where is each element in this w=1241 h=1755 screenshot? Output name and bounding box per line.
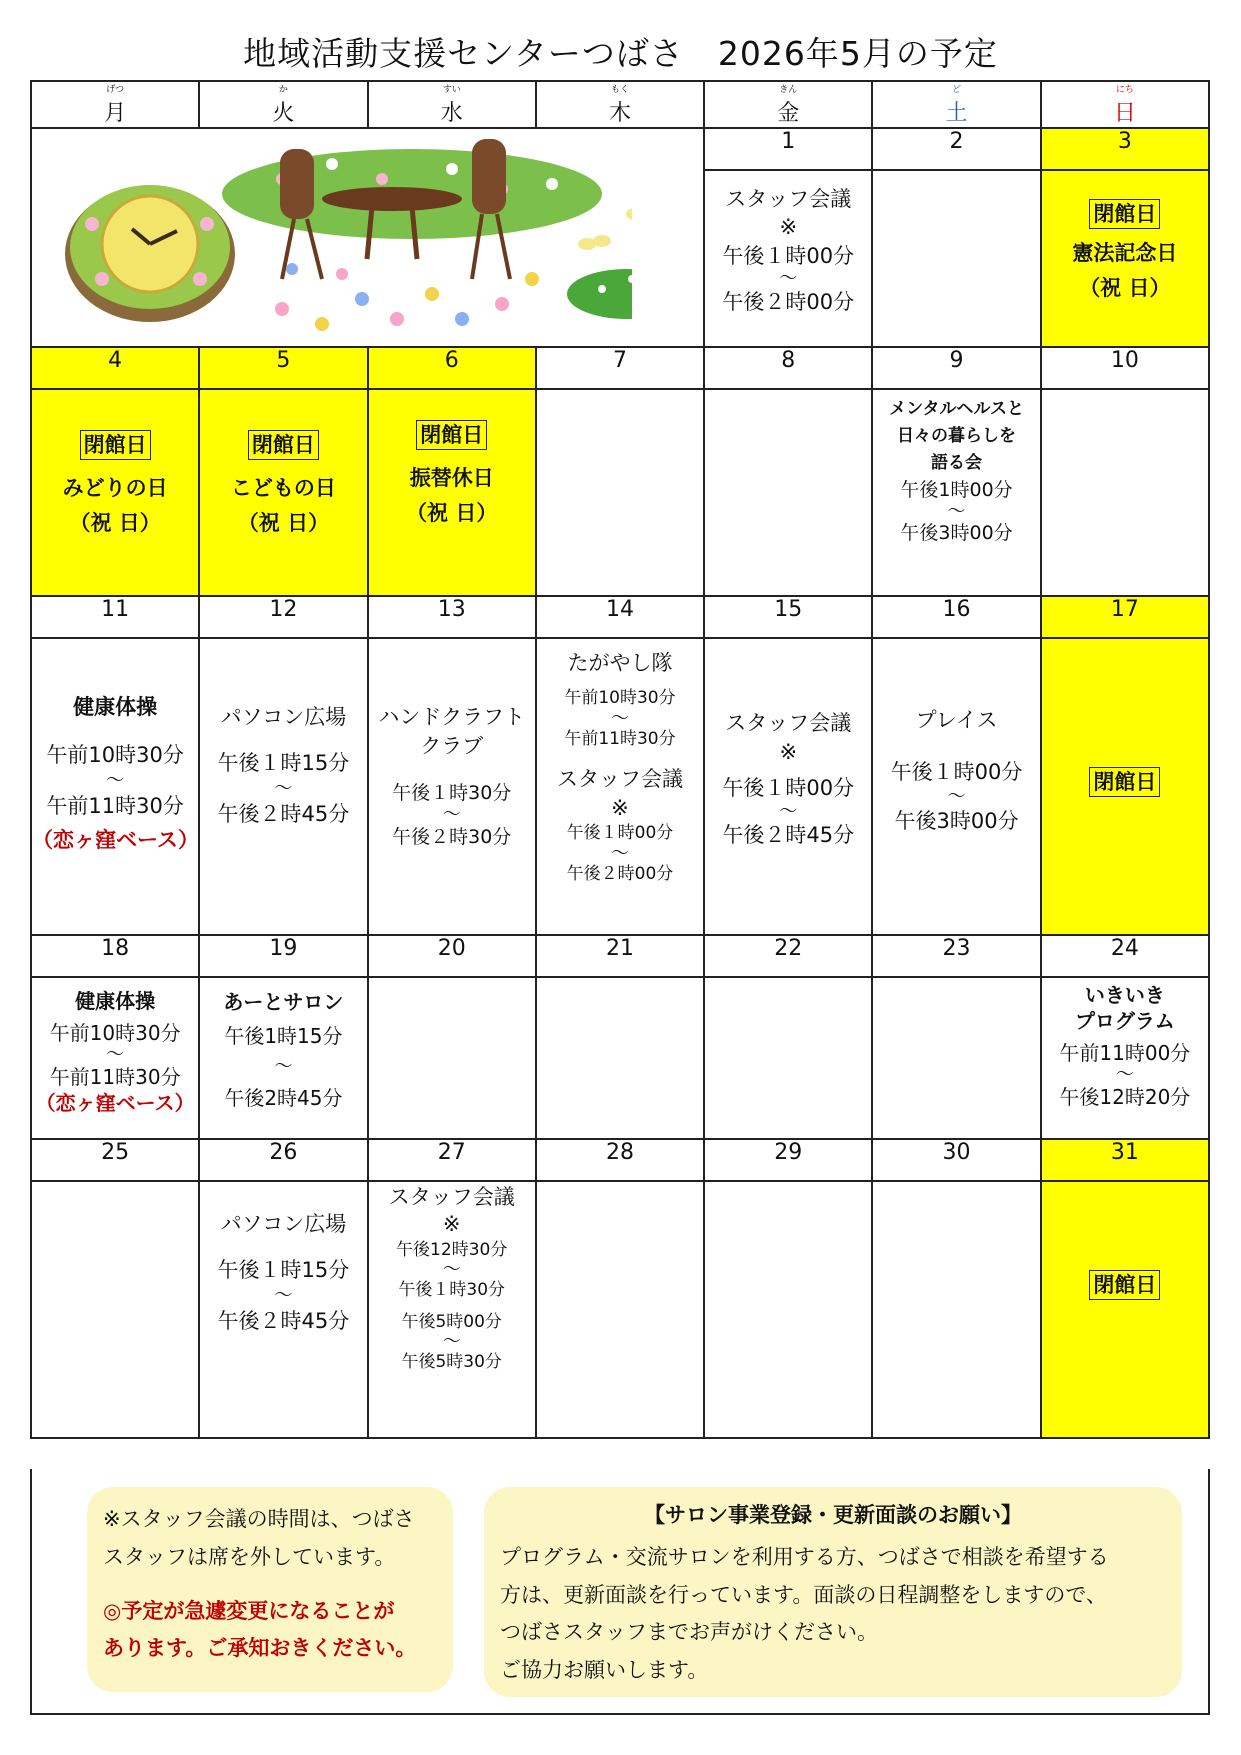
end-time: 午後２時00分 — [566, 863, 674, 884]
garden-table-chairs-icon — [222, 139, 602, 279]
event-title: たがやし隊 — [567, 651, 673, 675]
day-29-events — [704, 1181, 872, 1438]
end-time: 午後１時30分 — [398, 1279, 506, 1300]
weekday-thu: もく 木 — [536, 81, 704, 128]
salon-notice — [484, 1487, 1182, 1697]
day-5-events — [199, 389, 367, 596]
tilde: ～ — [779, 801, 798, 823]
butterflies-bush-icon — [567, 208, 632, 319]
end-time: 午後２時30分 — [392, 826, 512, 849]
end-time: 午後12時20分 — [1059, 1085, 1191, 1109]
staff-meeting: スタッフ会議 — [556, 767, 683, 792]
day-14: 14 — [536, 596, 704, 638]
event-title: 語る会 — [931, 453, 983, 474]
end-time: 午後3時00分 — [894, 809, 1019, 833]
notice-line: プログラム・交流サロンを利用する方、つばさで相談を希望する — [500, 1544, 1109, 1569]
day-17-events — [1041, 638, 1209, 935]
tilde: ～ — [106, 1044, 125, 1065]
footer — [30, 1469, 1210, 1715]
event-title: パソコン広場 — [220, 1212, 347, 1236]
start-time: 午後12時30分 — [396, 1239, 508, 1260]
day-31-events — [1041, 1181, 1209, 1438]
location: （恋ヶ窪ベース） — [32, 827, 199, 852]
holiday-name: こどもの日 — [230, 476, 336, 501]
day-16-events — [872, 638, 1040, 935]
event-title: パソコン広場 — [220, 705, 347, 729]
start-time: 午前10時30分 — [564, 688, 676, 709]
tilde: ～ — [610, 708, 629, 730]
day-8-events — [704, 389, 872, 596]
tilde: ～ — [442, 1258, 461, 1280]
event-title: プログラム — [1074, 1009, 1175, 1033]
day-19: 19 — [199, 935, 367, 977]
start-time: 午後1時15分 — [224, 1024, 343, 1048]
holiday-tag: （祝 日） — [1079, 275, 1171, 300]
event-title: ハンドクラフト — [378, 705, 525, 729]
closed-badge: 閉館日 — [1089, 199, 1160, 229]
tilde: ～ — [947, 786, 966, 807]
day-20-events — [368, 977, 536, 1139]
end-time: 午前11時30分 — [46, 794, 184, 819]
clock-flower-bed-icon — [65, 185, 235, 322]
holiday-name: みどりの日 — [62, 476, 168, 501]
event-title: メンタルヘルスと — [889, 399, 1024, 419]
end-time: 午後２時00分 — [722, 290, 855, 315]
day-6-events — [368, 389, 536, 596]
day-26-events — [199, 1181, 367, 1438]
weekday-header — [31, 81, 1209, 128]
weekday-sat: ど 土 — [872, 81, 1040, 128]
note-mark: ※ — [779, 215, 798, 240]
start-time: 午後１時15分 — [217, 1257, 350, 1282]
day-28-events — [536, 1181, 704, 1438]
salon-notice-heading: 【サロン事業登録・更新面談のお願い】 — [644, 1503, 1022, 1527]
day-17: 17 — [1041, 596, 1209, 638]
change-warning — [103, 1593, 437, 1669]
note-mark: ※ — [779, 740, 798, 765]
tilde: ～ — [442, 804, 461, 826]
tilde: ～ — [779, 268, 798, 290]
tilde: ～ — [442, 1330, 461, 1352]
closed-badge: 閉館日 — [1089, 767, 1160, 797]
day-13-events — [368, 638, 536, 935]
start-time: 午後１時30分 — [392, 781, 512, 804]
day-7-events — [536, 389, 704, 596]
day-27-events — [368, 1181, 536, 1438]
day-21: 21 — [536, 935, 704, 977]
day-11: 11 — [31, 596, 199, 638]
end-time: 午後２時45分 — [722, 823, 855, 848]
day-11-events — [31, 638, 199, 935]
day-3-events — [1041, 170, 1209, 347]
day-15: 15 — [704, 596, 872, 638]
day-7: 7 — [536, 347, 704, 389]
tilde: ～ — [274, 1056, 293, 1077]
start-time: 午後１時00分 — [566, 822, 674, 843]
day-18: 18 — [31, 935, 199, 977]
start-time: 午前10時30分 — [46, 742, 184, 767]
day-24-events — [1041, 977, 1209, 1139]
day-3: 3 — [1041, 128, 1209, 170]
event-title: 日々の暮らしを — [897, 426, 1017, 447]
warning-line: あります。ご承知おきください。 — [103, 1636, 417, 1661]
start-time: 午後1時00分 — [900, 478, 1013, 501]
start-time: 午前10時30分 — [49, 1021, 181, 1045]
day-1: 1 — [704, 128, 872, 170]
holiday-tag: （祝 日） — [237, 510, 330, 535]
closed-badge: 閉館日 — [416, 420, 487, 450]
day-9: 9 — [872, 347, 1040, 389]
start-time: 午後5時00分 — [401, 1311, 502, 1332]
tilde: ～ — [1115, 1064, 1134, 1085]
day-21-events — [536, 977, 704, 1139]
event-title: あーとサロン — [223, 990, 344, 1014]
staff-notice — [87, 1487, 453, 1692]
day-5: 5 — [199, 347, 367, 389]
weekday-mon: げつ 月 — [31, 81, 199, 128]
tilde: ～ — [274, 778, 293, 800]
day-27: 27 — [368, 1139, 536, 1181]
staff-meeting: スタッフ会議 — [725, 711, 852, 735]
note-mark: ※ — [442, 1212, 461, 1237]
day-12-events — [199, 638, 367, 935]
start-time: 午後１時00分 — [722, 243, 855, 268]
day-29: 29 — [704, 1139, 872, 1181]
day-25: 25 — [31, 1139, 199, 1181]
flowers-icon — [275, 263, 539, 331]
staff-meeting: スタッフ会議 — [388, 1185, 515, 1209]
tilde: ～ — [106, 770, 125, 792]
event-title: 健康体操 — [75, 989, 156, 1013]
day-22-events — [704, 977, 872, 1139]
day-10: 10 — [1041, 347, 1209, 389]
warning-line: ◎予定が急遽変更になることが — [103, 1598, 395, 1623]
start-time: 午後１時00分 — [722, 775, 855, 800]
day-15-events — [704, 638, 872, 935]
day-20: 20 — [368, 935, 536, 977]
event-title: プレイス — [915, 708, 998, 732]
day-31: 31 — [1041, 1139, 1209, 1181]
tilde: ～ — [610, 842, 629, 864]
day-23-events — [872, 977, 1040, 1139]
closed-badge: 閉館日 — [1089, 1270, 1160, 1300]
day-28: 28 — [536, 1139, 704, 1181]
day-6: 6 — [368, 347, 536, 389]
location: （恋ヶ窪ベース） — [35, 1091, 195, 1115]
holiday-tag: （祝 日） — [69, 510, 161, 535]
start-time: 午前11時00分 — [1059, 1041, 1191, 1065]
note-mark: ※ — [611, 795, 629, 820]
day-16: 16 — [872, 596, 1040, 638]
event-title: クラブ — [420, 734, 484, 759]
page-title: 地域活動支援センターつばさ 2026年5月の予定 — [243, 34, 998, 73]
day-2: 2 — [872, 128, 1040, 170]
holiday-name: 憲法記念日 — [1072, 241, 1178, 266]
start-time: 午後１時15分 — [217, 750, 350, 775]
day-4: 4 — [31, 347, 199, 389]
day-30: 30 — [872, 1139, 1040, 1181]
day-19-events — [199, 977, 367, 1139]
event-title: いきいき — [1084, 983, 1165, 1007]
event-title: 健康体操 — [73, 695, 158, 719]
tilde: ～ — [274, 1285, 293, 1307]
day-30-events — [872, 1181, 1040, 1438]
illustration-cell — [31, 128, 704, 347]
day-18-events — [31, 977, 199, 1139]
end-time: 午後２時45分 — [217, 1309, 350, 1334]
day-26: 26 — [199, 1139, 367, 1181]
day-9-events — [872, 389, 1040, 596]
day-10-events — [1041, 389, 1209, 596]
day-12: 12 — [199, 596, 367, 638]
day-2-events — [872, 170, 1040, 347]
end-time: 午前11時30分 — [49, 1065, 181, 1089]
closed-badge: 閉館日 — [248, 430, 319, 460]
end-time: 午前11時30分 — [564, 729, 676, 750]
holiday-name: 振替休日 — [409, 466, 494, 491]
closed-badge: 閉館日 — [80, 430, 151, 460]
day-1-events — [704, 170, 872, 347]
weekday-wed: すい 水 — [368, 81, 536, 128]
day-22: 22 — [704, 935, 872, 977]
end-time: 午後2時45分 — [224, 1086, 343, 1110]
end-time: 午後２時45分 — [217, 802, 350, 827]
staff-meeting: スタッフ会議 — [725, 187, 852, 211]
day-25-events — [31, 1181, 199, 1438]
day-13: 13 — [368, 596, 536, 638]
day-23: 23 — [872, 935, 1040, 977]
tilde: ～ — [947, 501, 966, 523]
end-time: 午後3時00分 — [900, 522, 1013, 545]
garden-illustration — [32, 129, 632, 344]
weekday-fri: きん 金 — [704, 81, 872, 128]
holiday-tag: （祝 日） — [406, 500, 498, 525]
weekday-tue: か 火 — [199, 81, 367, 128]
calendar — [30, 80, 1210, 1439]
day-8: 8 — [704, 347, 872, 389]
start-time: 午後１時00分 — [890, 759, 1023, 784]
notice-line: スタッフは席を外しています。 — [103, 1544, 396, 1569]
day-24: 24 — [1041, 935, 1209, 977]
notice-line: ※スタッフ会議の時間は、つばさ — [103, 1507, 415, 1531]
notice-line: ご協力お願いします。 — [500, 1658, 709, 1683]
end-time: 午後5時30分 — [401, 1351, 502, 1372]
weekday-sun: にち 日 — [1041, 81, 1209, 128]
day-14-events — [536, 638, 704, 935]
day-4-events — [31, 389, 199, 596]
notice-line: 方は、更新面談を行っています。面談の日程調整をしますので、 — [500, 1582, 1107, 1607]
notice-line: つばさスタッフまでお声がけください。 — [500, 1620, 878, 1645]
